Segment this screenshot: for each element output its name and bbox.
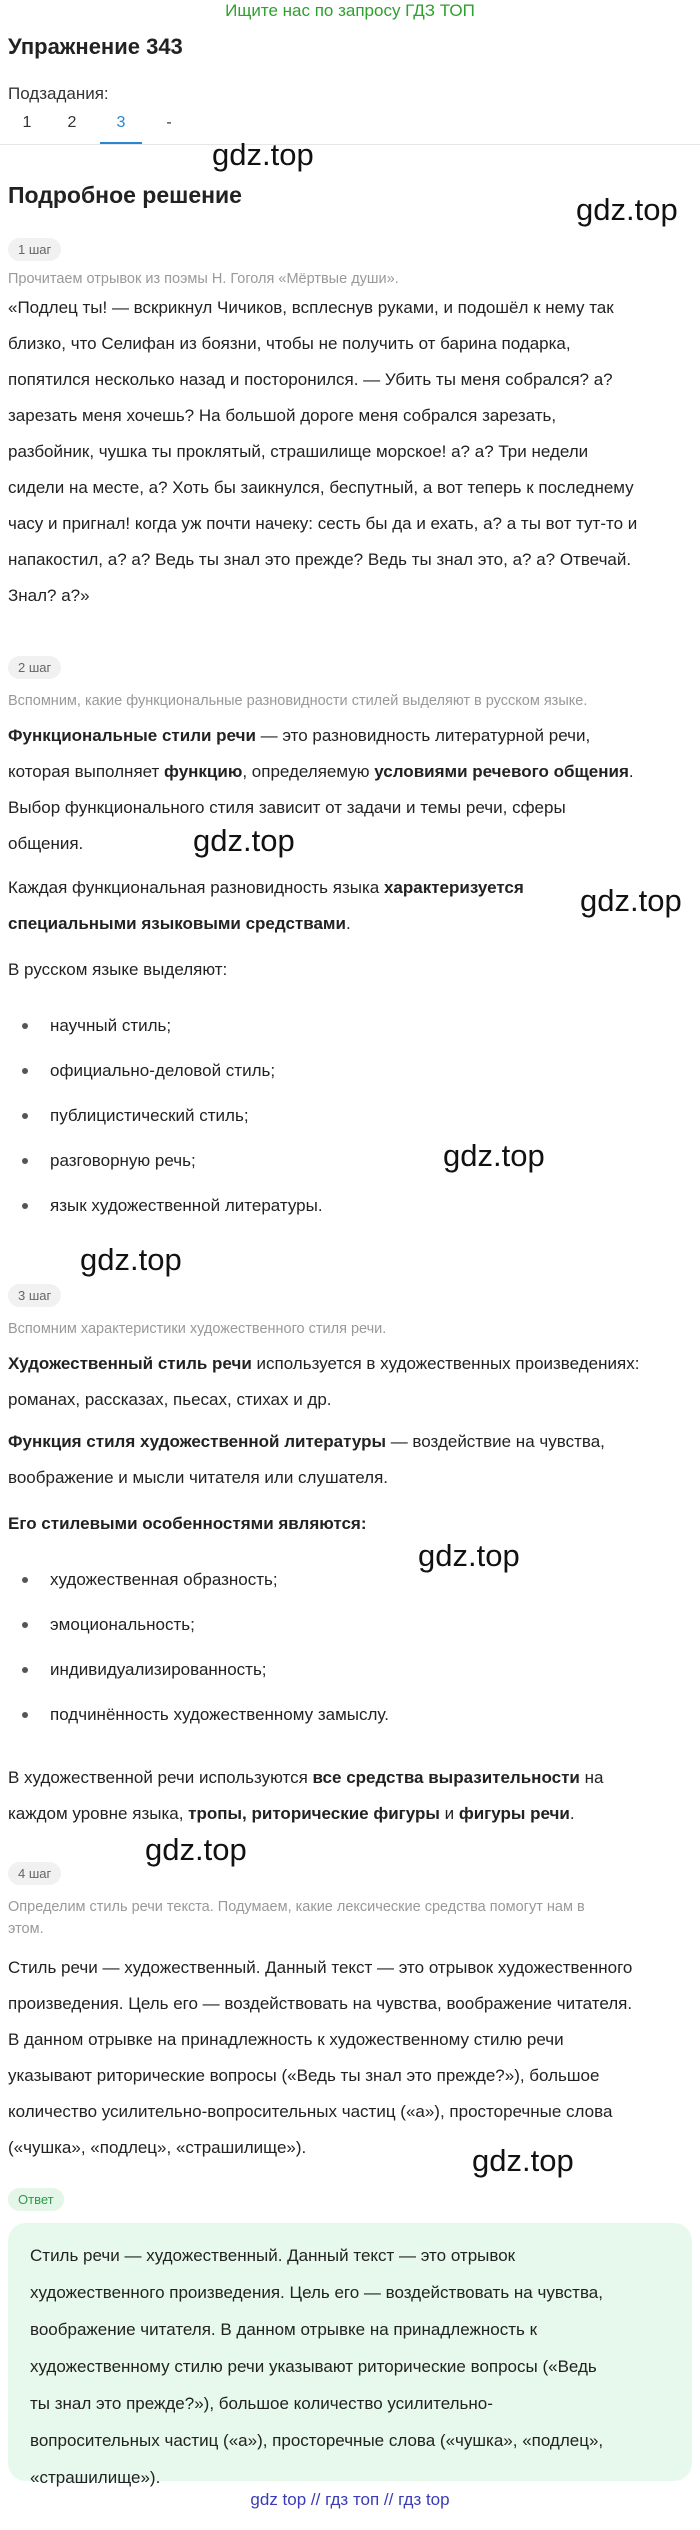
list-item: официально-деловой стиль; — [50, 1061, 276, 1080]
footer-text: gdz top // гдз топ // гдз top — [250, 2490, 450, 2509]
bullet-dot — [22, 1068, 28, 1074]
term: условиями речевого общения — [374, 762, 629, 781]
watermark: gdz.top — [418, 1538, 520, 1573]
term: Его стилевыми особенностями являются: — [8, 1514, 367, 1533]
text-span: используется в художественных произведениях: — [251, 1354, 640, 1373]
step-intro: Вспомним характеристики художественного стиля речи. — [8, 1321, 387, 1337]
text-span: . — [628, 762, 634, 781]
quote-line: «Подлец ты! — вскрикнул Чичиков, всплеснув руками, и подошёл к нему так — [8, 298, 614, 317]
text-span: Каждая функциональная разновидность языка — [8, 878, 384, 897]
quote-line: попятился несколько назад и посторонился. — Убить ты меня собрался? а? — [8, 370, 613, 389]
text-line: («чушка», «подлец», «страшилище»). — [8, 2138, 307, 2157]
list-item: эмоциональность; — [50, 1615, 195, 1634]
list-item: язык художественной литературы. — [50, 1196, 323, 1215]
term: Функциональные стили речи — [8, 726, 256, 745]
paragraph — [8, 1346, 698, 1418]
top-banner-link[interactable]: Ищите нас по запросу ГДЗ ТОП — [225, 1, 475, 20]
quote-text — [8, 290, 698, 614]
text-span: В художественной речи используются — [8, 1768, 313, 1787]
list-item: публицистический стиль; — [50, 1106, 249, 1125]
active-tab-indicator — [100, 142, 142, 144]
text-span: . — [569, 1804, 575, 1823]
watermark: gdz.top — [80, 1242, 182, 1277]
step-badge: 3 шаг — [8, 1284, 61, 1307]
text-line: указывают риторические вопросы («Ведь ты знал это прежде?»), большое — [8, 2066, 600, 2085]
step-badge: 1 шаг — [8, 238, 61, 261]
list-item: научный стиль; — [50, 1016, 172, 1035]
bullet-dot — [22, 1577, 28, 1583]
page-title: Упражнение 343 — [8, 34, 183, 59]
watermark: gdz.top — [193, 823, 295, 858]
tab-2[interactable]: 2 — [67, 114, 77, 131]
term: характеризуется — [383, 878, 524, 897]
paragraph — [8, 1760, 698, 1832]
watermark: gdz.top — [145, 1832, 247, 1867]
watermark: gdz.top — [472, 2143, 574, 2178]
answer-text — [30, 2237, 670, 2496]
bullet-dot — [22, 1667, 28, 1673]
tab-3[interactable]: 3 — [116, 114, 126, 131]
answer-line: «страшилище»). — [30, 2468, 161, 2487]
watermark: gdz.top — [212, 137, 314, 172]
bullet-dot — [22, 1023, 28, 1029]
quote-line: напакостил, а? а? Ведь ты знал это прежде? Ведь ты знал это, а? а? Отвечай. — [8, 550, 632, 569]
step-badge: 4 шаг — [8, 1862, 61, 1885]
tab-dash[interactable]: - — [166, 114, 172, 131]
tab-divider — [0, 144, 700, 145]
tab-1[interactable]: 1 — [22, 114, 32, 131]
text-line: воображение и мысли читателя или слушателя. — [8, 1468, 389, 1487]
text-span: — это разновидность литературной речи, — [255, 726, 591, 745]
text-span: . — [345, 914, 351, 933]
watermark: gdz.top — [580, 883, 682, 918]
quote-line: часу и пригнал! когда уж почти начеку: сесть бы да и ехать, а? а ты вот тут-то и — [8, 514, 638, 533]
bullet-dot — [22, 1158, 28, 1164]
text-line: Выбор функционального стиля зависит от задачи и темы речи, сферы — [8, 798, 566, 817]
text-line: общения. — [8, 834, 84, 853]
step-intro: Вспомним, какие функциональные разновидности стилей выделяют в русском языке. — [8, 693, 588, 709]
answer-line: воображение читателя. В данном отрывке на принадлежность к — [30, 2320, 538, 2339]
bullet-dot — [22, 1712, 28, 1718]
text-line: произведения. Цель его — воздействовать на чувства, воображение читателя. — [8, 1994, 633, 2013]
text-span: — воздействие на чувства, — [385, 1432, 605, 1451]
list-item: разговорную речь; — [50, 1151, 196, 1170]
text-span: и — [439, 1804, 459, 1823]
answer-line: вопросительных частиц («а»), просторечные слова («чушка», «подлец», — [30, 2431, 604, 2450]
bullet-dot — [22, 1113, 28, 1119]
term: специальными языковыми средствами — [8, 914, 346, 933]
bullet-dot — [22, 1622, 28, 1628]
quote-line: Знал? а?» — [8, 586, 90, 605]
text-span: , определяемую — [242, 762, 375, 781]
paragraph — [8, 1506, 366, 1542]
answer-line: художественного произведения. Цель его — воздействовать на чувства, — [30, 2283, 603, 2302]
list-item: художественная образность; — [50, 1570, 278, 1589]
term: Функция стиля художественной литературы — [8, 1432, 386, 1451]
paragraph — [8, 718, 698, 862]
quote-line: разбойник, чушка ты проклятый, страшилище морское! а? а? Три недели — [8, 442, 589, 461]
text-span: которая выполняет — [8, 762, 165, 781]
term: тропы, риторические фигуры — [188, 1804, 440, 1823]
paragraph — [8, 870, 698, 942]
term: функцию — [164, 762, 243, 781]
answer-line: художественному стилю речи указывают риторические вопросы («Ведь — [30, 2357, 597, 2376]
text-line: В данном отрывке на принадлежность к художественному стилю речи — [8, 2030, 564, 2049]
step-intro — [8, 1896, 698, 1940]
watermark: gdz.top — [443, 1138, 545, 1173]
paragraph: В русском языке выделяют: — [8, 960, 228, 979]
paragraph — [8, 1950, 698, 2166]
text-line: количество усилительно-вопросительных частиц («а»), просторечные слова — [8, 2102, 613, 2121]
quote-line: близко, что Селифан из боязни, чтобы не получить от барина подарка, — [8, 334, 571, 353]
watermark: gdz.top — [576, 192, 678, 227]
text-line: Стиль речи — художественный. Данный текст — это отрывок художественного — [8, 1958, 633, 1977]
text-span: на — [579, 1768, 604, 1787]
subtasks-label: Подзадания: — [8, 84, 109, 103]
step-badge: 2 шаг — [8, 656, 61, 679]
list-item: подчинённость художественному замыслу. — [50, 1705, 389, 1724]
section-title: Подробное решение — [8, 182, 242, 208]
text-line: романах, рассказах, пьесах, стихах и др. — [8, 1390, 332, 1409]
intro-line: этом. — [8, 1921, 44, 1937]
intro-line: Определим стиль речи текста. Подумаем, какие лексические средства помогут нам в — [8, 1899, 585, 1915]
term: Художественный стиль речи — [8, 1354, 252, 1373]
answer-line: Стиль речи — художественный. Данный текст — это отрывок — [30, 2246, 516, 2265]
list-item: индивидуализированность; — [50, 1660, 267, 1679]
term: все средства выразительности — [312, 1768, 580, 1787]
quote-line: сидели на месте, а? Хоть бы заикнулся, беспутный, а вот теперь к последнему — [8, 478, 634, 497]
answer-line: ты знал это прежде?»), большое количество усилительно- — [30, 2394, 493, 2413]
step-intro: Прочитаем отрывок из поэмы Н. Гоголя «Мёртвые души». — [8, 271, 399, 287]
text-span: каждом уровне языка, — [8, 1804, 189, 1823]
bullet-dot — [22, 1203, 28, 1209]
answer-badge: Ответ — [8, 2188, 64, 2211]
paragraph — [8, 1424, 698, 1496]
term: фигуры речи — [458, 1804, 570, 1823]
quote-line: зарезать меня хочешь? На большой дороге меня собрался зарезать, — [8, 406, 557, 425]
